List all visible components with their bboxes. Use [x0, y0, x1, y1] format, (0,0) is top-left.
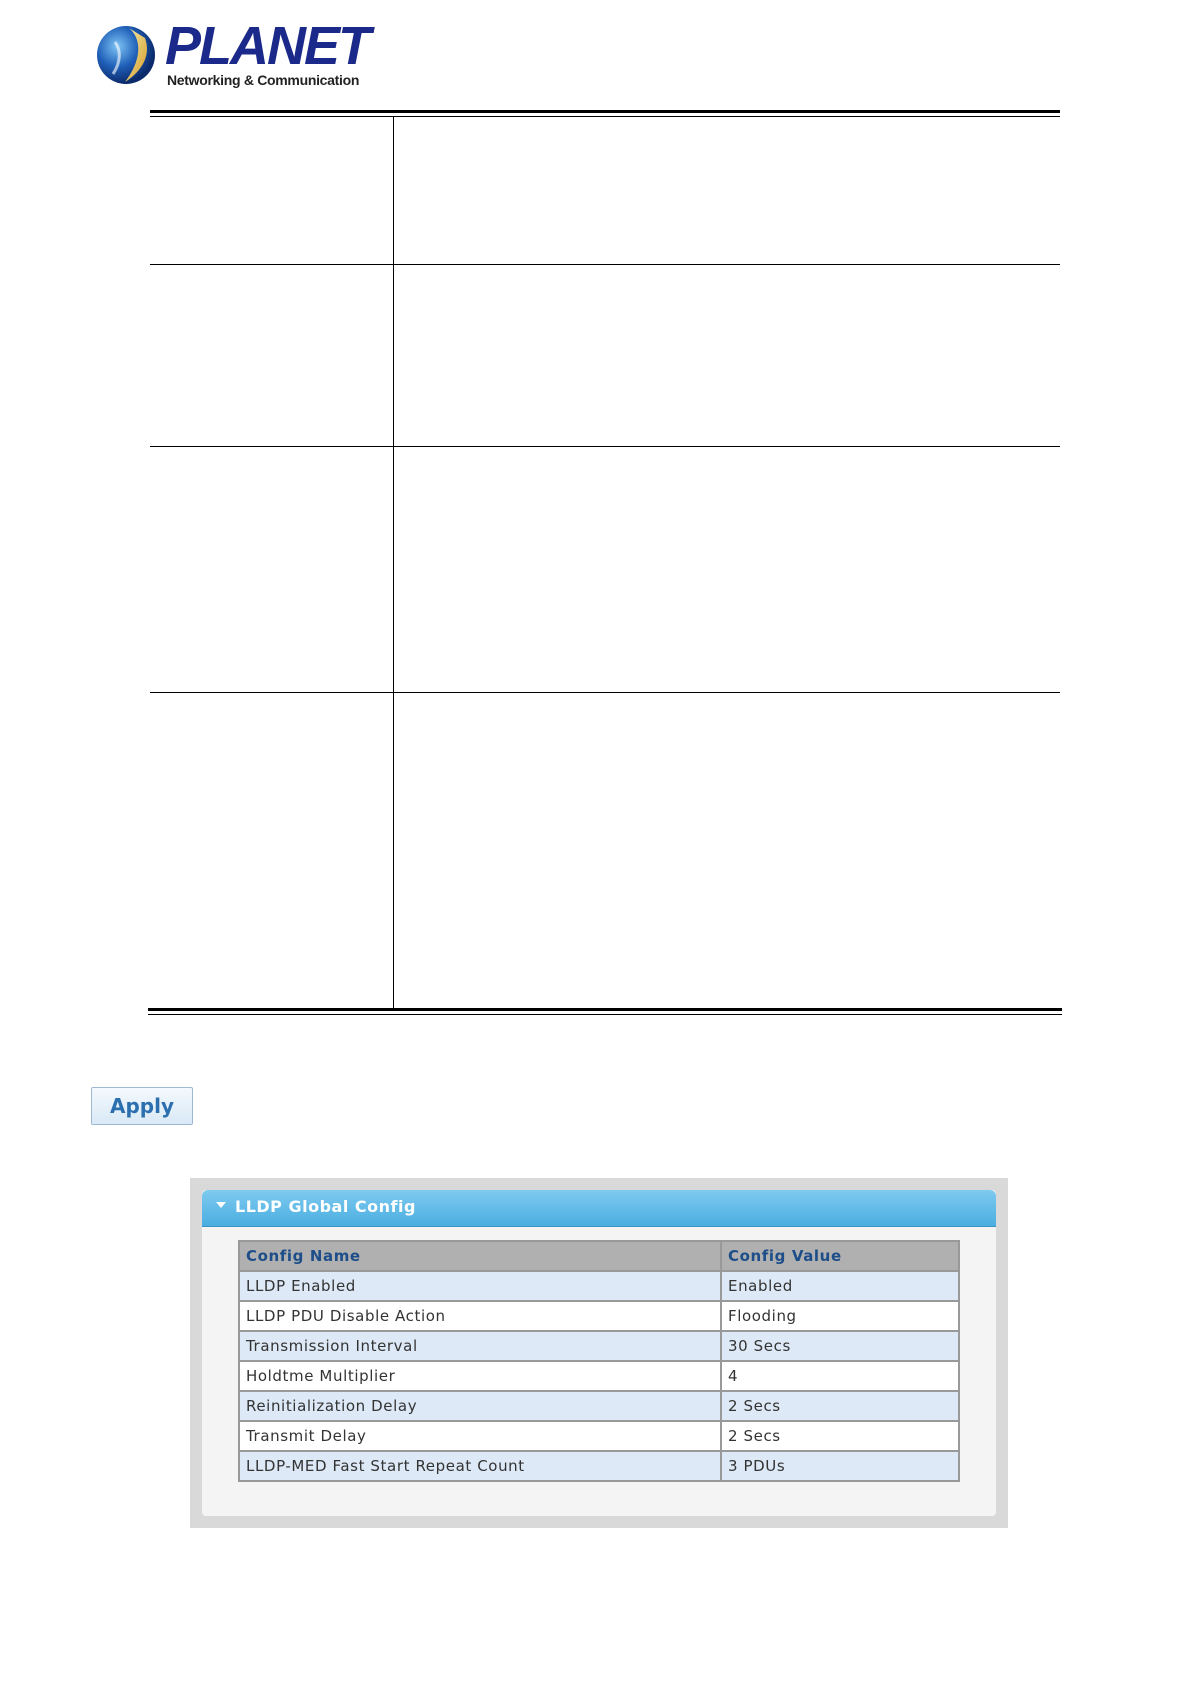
- config-name-cell: Transmit Delay: [239, 1421, 721, 1451]
- config-value-cell: Enabled: [721, 1271, 959, 1301]
- config-name-cell: LLDP Enabled: [239, 1271, 721, 1301]
- panel-title: LLDP Global Config: [235, 1197, 416, 1216]
- table-row: [239, 1391, 959, 1421]
- config-name-cell: LLDP PDU Disable Action: [239, 1301, 721, 1331]
- table-bottom-rule: [148, 1008, 1062, 1011]
- table-row: [239, 1361, 959, 1391]
- column-header-config-name: Config Name: [239, 1241, 721, 1271]
- table-top-rule-thin: [150, 116, 1060, 117]
- table-row: [239, 1271, 959, 1301]
- table-row: [239, 1451, 959, 1481]
- config-name-cell: Holdtme Multiplier: [239, 1361, 721, 1391]
- config-value-cell: 2 Secs: [721, 1391, 959, 1421]
- panel-header[interactable]: [202, 1190, 996, 1227]
- table-row-divider: [150, 446, 1060, 447]
- table-row: [239, 1421, 959, 1451]
- config-value-cell: Flooding: [721, 1301, 959, 1331]
- config-name-cell: LLDP-MED Fast Start Repeat Count: [239, 1451, 721, 1481]
- config-value-cell: 2 Secs: [721, 1421, 959, 1451]
- config-value-cell: 3 PDUs: [721, 1451, 959, 1481]
- apply-button[interactable]: Apply: [91, 1087, 193, 1125]
- planet-logo: [95, 16, 369, 92]
- lldp-global-config-panel: [202, 1190, 996, 1516]
- table-row-divider: [150, 264, 1060, 265]
- table-column-divider: [393, 117, 394, 1008]
- table-row-divider: [150, 692, 1060, 693]
- logo-tagline: Networking & Communication: [167, 72, 360, 88]
- config-table: [238, 1240, 960, 1482]
- table-bottom-rule-thin: [148, 1014, 1062, 1015]
- config-value-cell: 4: [721, 1361, 959, 1391]
- table-row: [239, 1301, 959, 1331]
- table-top-rule: [150, 110, 1060, 113]
- globe-logo-icon: [95, 24, 157, 86]
- collapse-arrow-icon[interactable]: [216, 1202, 226, 1208]
- config-value-cell: 30 Secs: [721, 1331, 959, 1361]
- document-table: [150, 110, 1060, 1010]
- logo-wordmark: PLANET: [165, 16, 369, 76]
- panel-frame: [190, 1178, 1008, 1528]
- config-name-cell: Transmission Interval: [239, 1331, 721, 1361]
- config-name-cell: Reinitialization Delay: [239, 1391, 721, 1421]
- table-row: [239, 1331, 959, 1361]
- column-header-config-value: Config Value: [721, 1241, 959, 1271]
